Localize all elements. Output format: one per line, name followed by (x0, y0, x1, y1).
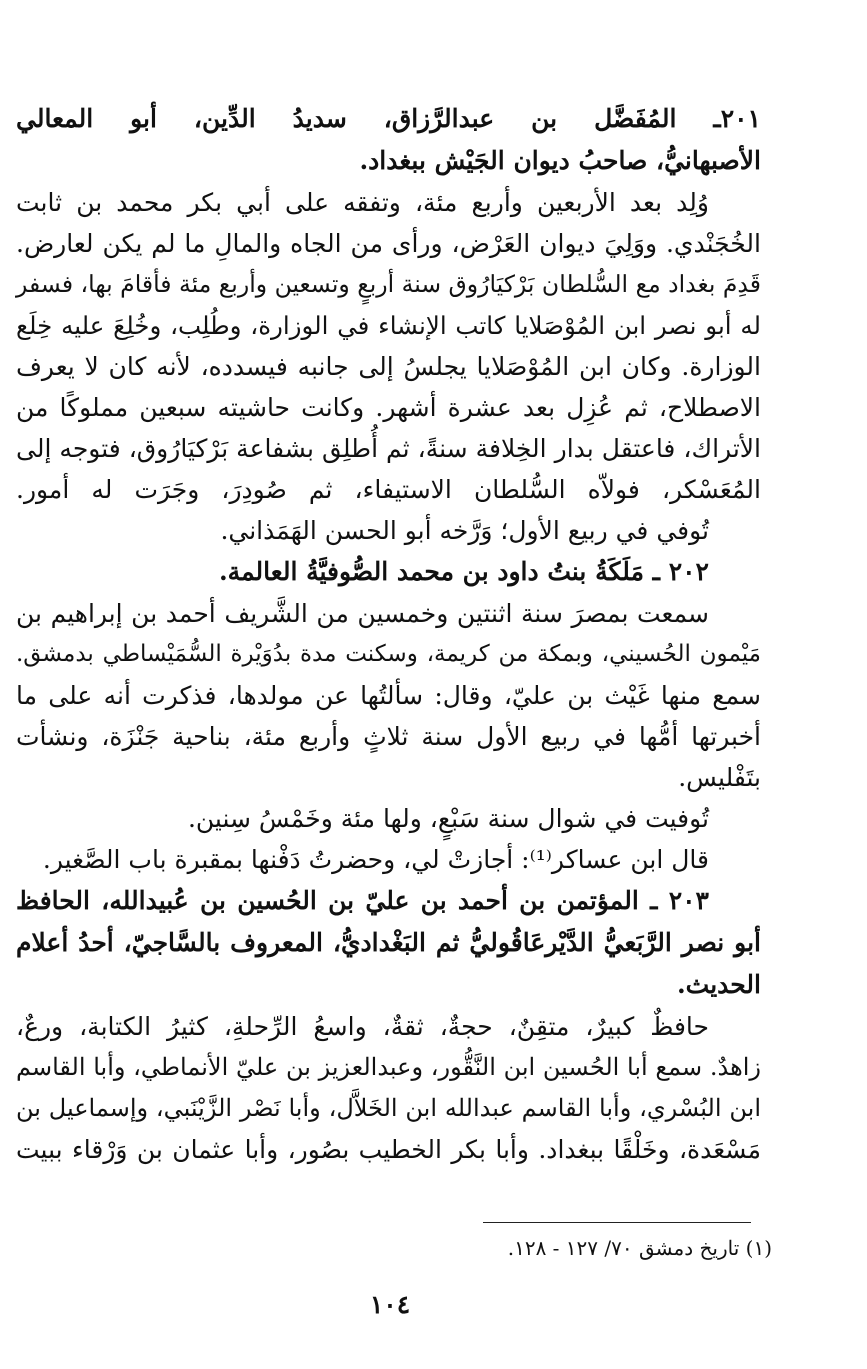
body-line: زاهدٌ. سمع أبا الحُسين ابن النَّقُّور، وعبدالعزيز بن عليّ الأنماطي، وأبا القاسم (16, 1053, 761, 1081)
body-line: مَسْعَدة، وخَلْقًا ببغداد. وأبا بكر الخطيب بصُور، وأبا عثمان بن وَرْقاء ببيت (16, 1135, 761, 1164)
main-text (16, 98, 761, 1170)
body-line: حافظٌ كبيرٌ، متقِنٌ، حجةٌ، ثقةٌ، واسعُ الرِّحلةِ، كثيرُ الكتابة، ورعٌ، (16, 1012, 709, 1041)
body-line: الاصطلاح، ثم عُزِل بعد عشرة أشهر. وكانت حاشيته سبعين مملوكًا من (16, 393, 761, 422)
footnote-divider (483, 1222, 751, 1223)
entry-heading-line: أبو نصر الرَّبَعيُّ الدَّيْرعَاقُوليُّ ثم البَغْداديُّ، المعروف بالسَّاجيّ، أحدُ أعلام (16, 928, 761, 957)
body-line: مَيْمون الحُسيني، وبمكة من كريمة، وسكنت مدة بدُوَيْرة السُّمَيْساطي بدمشق. (16, 641, 761, 667)
page-number: ١٠٤ (369, 1290, 411, 1319)
entry-heading-line: ٢٠٣ ـ المؤتمن بن أحمد بن عليّ بن الحُسين بن عُبيدالله، الحافظ (16, 886, 709, 915)
entry-heading-line: الحديث. (676, 970, 761, 999)
body-line: وُلِد بعد الأربعين وأربع مئة، وتفقه على أبي بكر محمد بن ثابت (16, 188, 709, 217)
body-line: الأتراك، فاعتقل بدار الخِلافة سنةً، ثم أُطلِق بشفاعة بَرْكيَارُوق، فتوجه إلى (16, 434, 761, 463)
entry-heading-line: ٢٠١ـ المُفَضَّل بن عبدالرَّزاق، سديدُ الدِّين، أبو المعالي (16, 104, 761, 133)
body-line: ابن البُسْري، وأبا القاسم عبدالله ابن الخَلاَّل، وأبا نَصْر الزَّيْنَبي، وإسماعيل بن (16, 1094, 761, 1122)
entry-heading-line: الأصبهانيُّ، صاحبُ ديوان الجَيْش ببغداد. (359, 146, 761, 175)
body-line: سمعت بمصرَ سنة اثنتين وخمسين من الشَّريف أحمد بن إبراهيم بن (16, 599, 709, 628)
body-line: أخبرتها أمُّها في ربيع الأول سنة ثلاثٍ وأربع مئة، بناحية جَنْزَة، ونشأت (16, 722, 761, 751)
body-line: المُعَسْكر، فولاّه السُّلطان الاستيفاء، ثم صُودِرَ، وجَرَت له أمور. (16, 475, 761, 504)
body-line: بتَفْليس. (678, 763, 761, 792)
body-line: سمع منها غَيْث بن عليّ، وقال: سألتُها عن مولدها، فذكرت أنه على ما (16, 681, 761, 710)
body-line: قال ابن عساكر⁽¹⁾: أجازتْ لي، وحضرتُ دَفْنها بمقبرة باب الصَّغير. (42, 845, 709, 874)
body-line: الخُجَنْدي. ووَلِيَ ديوان العَرْض، ورأى من الجاه والمالِ ما لم يكن لعارض. (16, 229, 761, 258)
body-line: قَدِمَ بغداد مع السُّلطان بَرْكيَارُوق سنة أربعٍ وتسعين وأربع مئة فأقامَ بها، فسفر (16, 270, 761, 298)
footnote: (١) تاريخ دمشق ٧٠/ ١٢٧ - ١٢٨. (507, 1236, 772, 1260)
body-line: تُوفيت في شوال سنة سَبْعٍ، ولها مئة وخَمْسُ سِنين. (187, 804, 709, 833)
entry-heading-line: ٢٠٢ ـ مَلَكَةُ بنتُ داود بن محمد الصُّوفيَّةُ العالمة. (218, 557, 709, 586)
body-line: له أبو نصر ابن المُوْصَلايا كاتب الإنشاء في الوزارة، وطُلِب، وخُلِعَ عليه خِلَع (16, 311, 761, 340)
body-line: الوزارة. وكان ابن المُوْصَلايا يجلسُ إلى جانبه فيسدده، لأنه كان لا يعرف (16, 352, 761, 381)
body-line: تُوفي في ربيع الأول؛ وَرَّخه أبو الحسن الهَمَذاني. (220, 516, 709, 545)
